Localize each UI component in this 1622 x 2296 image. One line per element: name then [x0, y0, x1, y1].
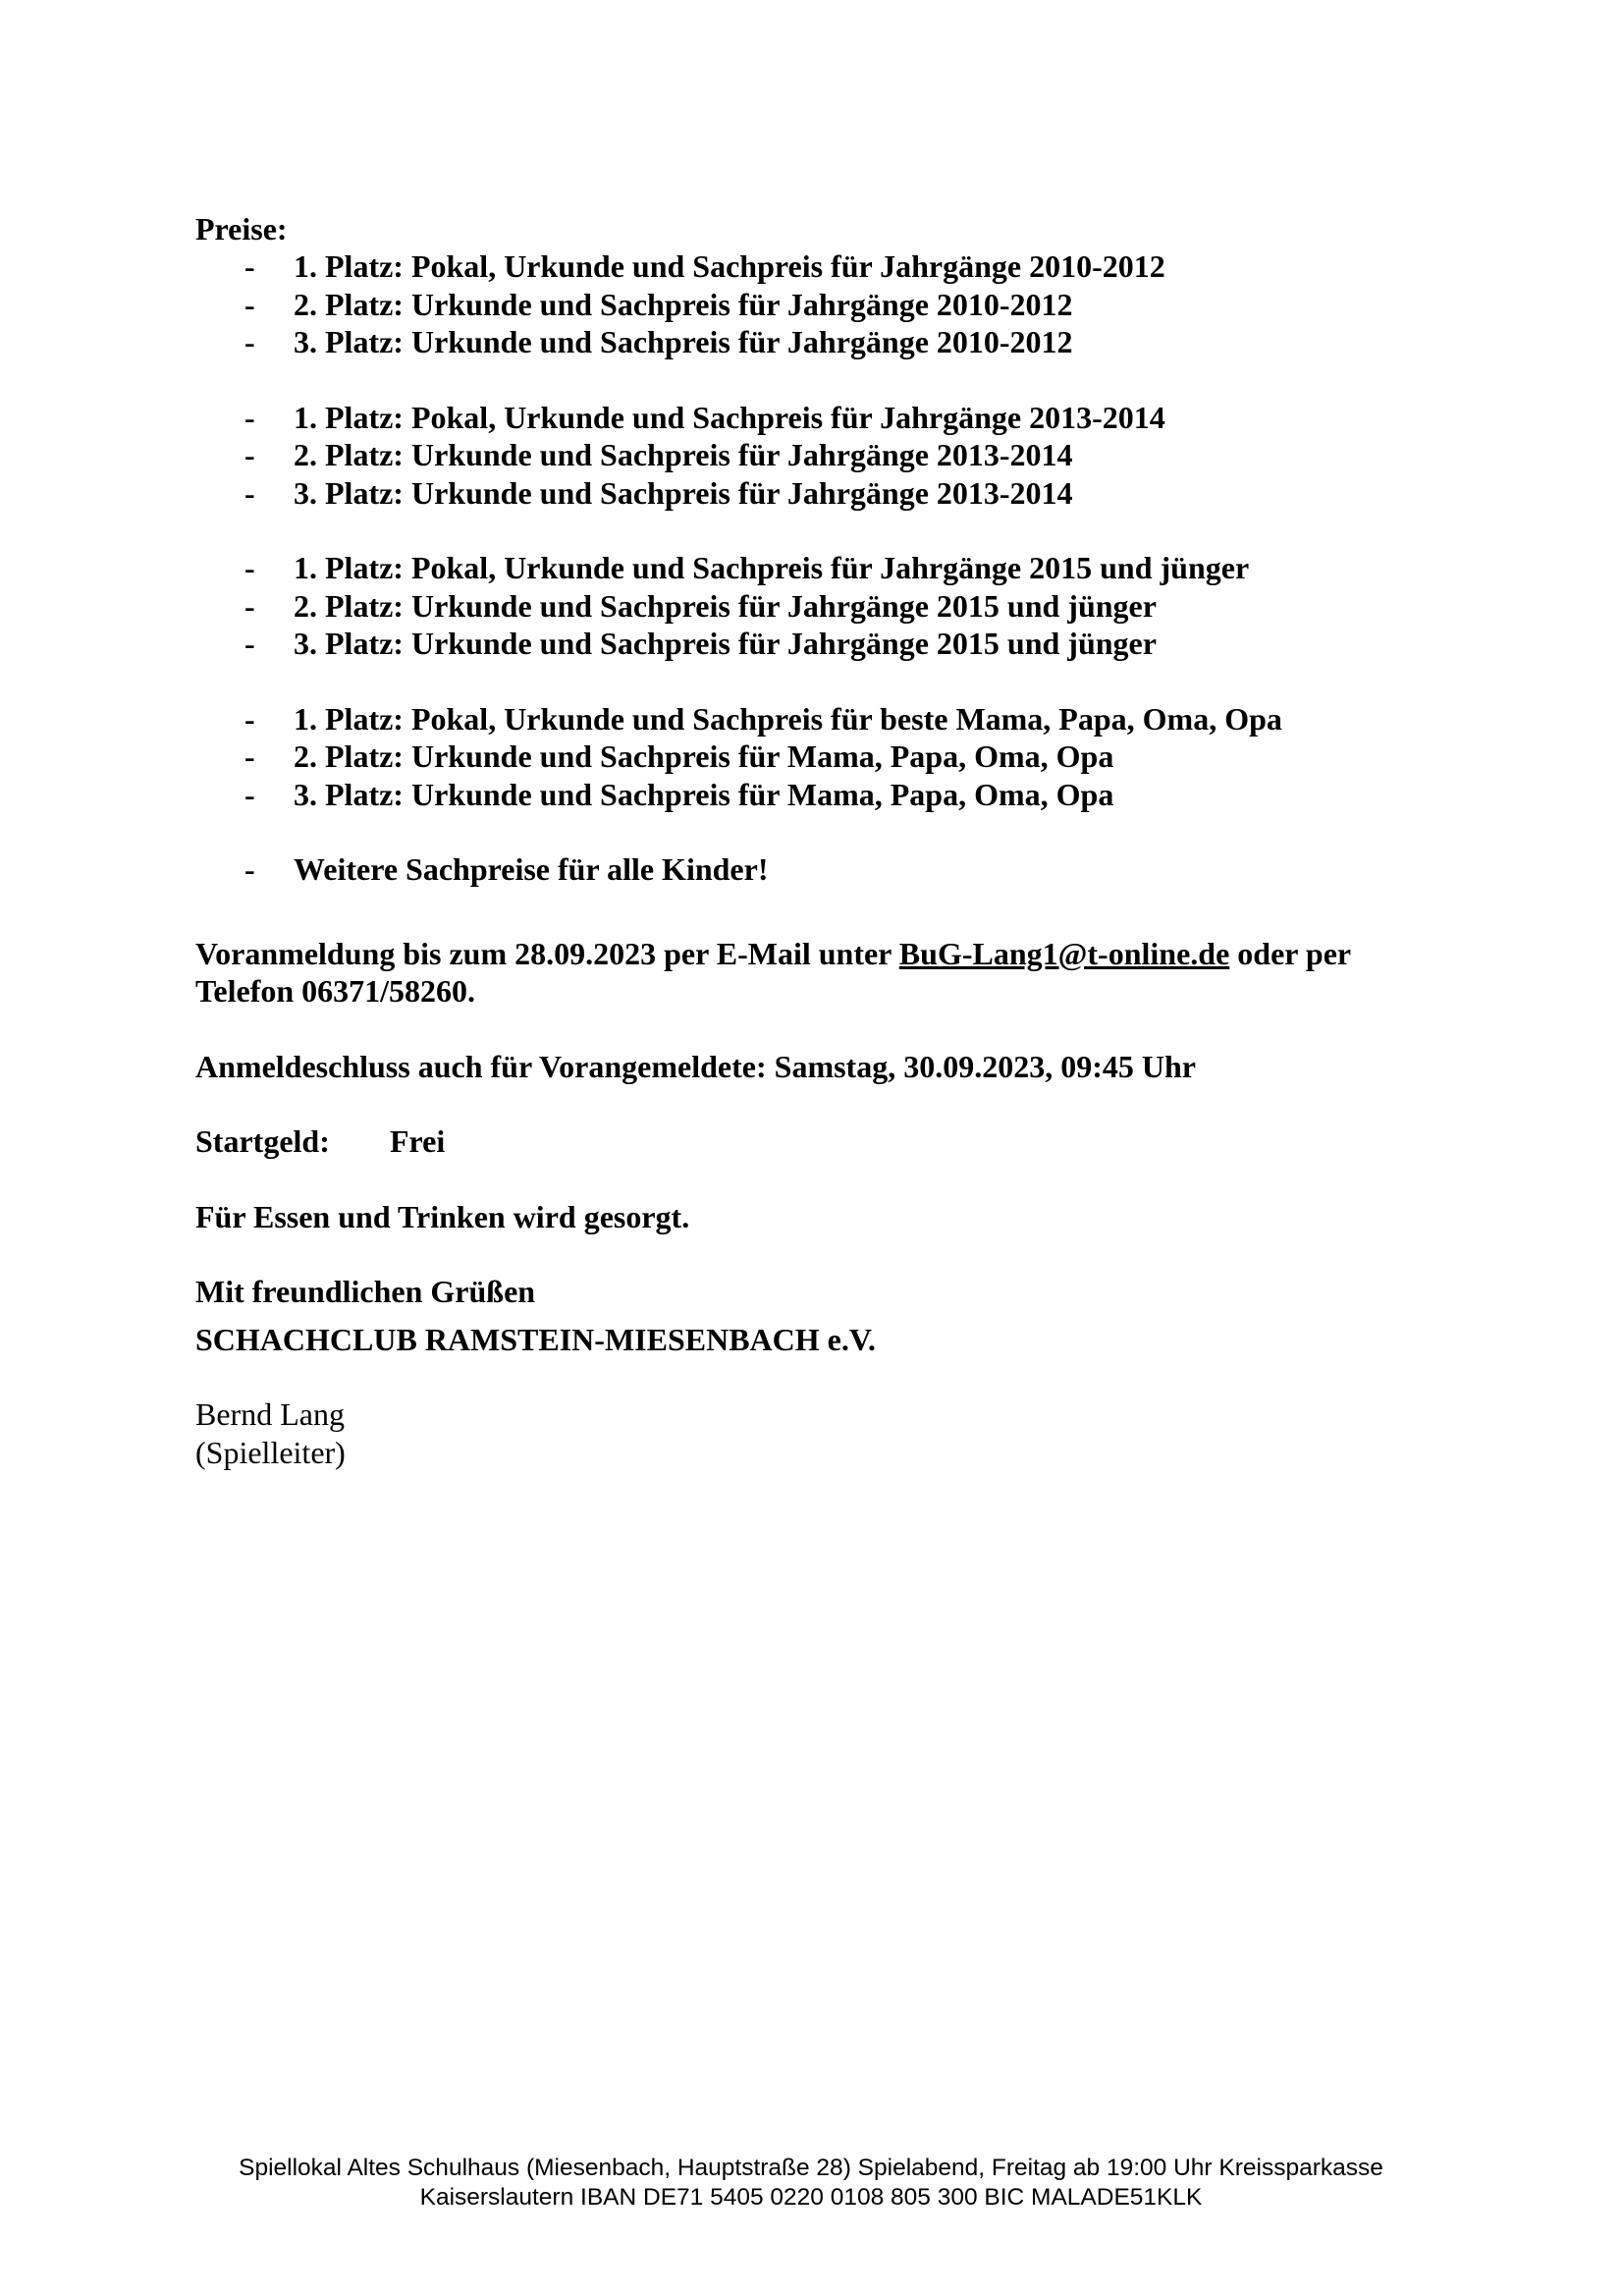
footer-line-1: Spiellokal Altes Schulhaus (Miesenbach, Hauptstraße 28) Spielabend, Freitag ab 19:00 Uhr Kreissparkasse: [239, 2155, 1383, 2181]
prize-item: [195, 850, 1472, 889]
prize-text: 2. Platz: Urkunde und Sachpreis für Mama, Papa, Oma, Opa: [294, 738, 1114, 774]
prize-item: [195, 286, 1472, 324]
footer-line-2: Kaiserslautern IBAN DE71 5405 0220 0108 805 300 BIC MALADE51KLK: [419, 2184, 1203, 2211]
prize-item: [195, 625, 1472, 663]
prize-text: 1. Platz: Pokal, Urkunde und Sachpreis für Jahrgänge 2010-2012: [294, 248, 1165, 284]
list-bullet-dash: -: [244, 286, 255, 322]
prize-item: [195, 323, 1472, 361]
signature-role: (Spielleiter): [195, 1434, 346, 1470]
prize-text: 3. Platz: Urkunde und Sachpreis für Jahrgänge 2013-2014: [294, 474, 1073, 511]
prize-group: [195, 247, 1472, 361]
list-bullet-dash: -: [244, 700, 255, 737]
list-bullet-dash: -: [244, 550, 255, 585]
list-bullet-dash: -: [244, 626, 255, 661]
signature-name: Bernd Lang: [195, 1396, 345, 1432]
prize-text: 2. Platz: Urkunde und Sachpreis für Jahrgänge 2010-2012: [294, 286, 1073, 322]
list-bullet-dash: -: [244, 437, 255, 472]
closing-greeting: Mit freundlichen Grüßen: [195, 1274, 536, 1309]
prize-item: [195, 776, 1472, 814]
prize-item: [195, 700, 1472, 738]
prize-groups: [195, 247, 1472, 889]
registration-deadline: Anmeldeschluss auch für Vorangemeldete: Samstag, 30.09.2023, 09:45 Uhr: [195, 1048, 1196, 1084]
document-body: [195, 210, 1472, 1471]
prize-group: [195, 700, 1472, 814]
prizes-heading: Preise:: [195, 211, 288, 246]
registration-text-after: oder per: [1229, 935, 1352, 971]
prize-text: 1. Platz: Pokal, Urkunde und Sachpreis für Jahrgänge 2013-2014: [294, 399, 1165, 435]
list-bullet-dash: -: [244, 324, 255, 359]
prize-item: [195, 247, 1472, 286]
entry-fee: [195, 1122, 1472, 1161]
prize-text: 3. Platz: Urkunde und Sachpreis für Mama, Papa, Oma, Opa: [294, 776, 1114, 812]
prize-item: [195, 474, 1472, 513]
footer: [0, 2154, 1622, 2213]
list-bullet-dash: -: [244, 399, 255, 435]
registration-text: Voranmeldung bis zum 28.09.2023 per E-Mail unter: [195, 935, 899, 971]
prize-group: [195, 850, 1472, 889]
prize-group: [195, 399, 1472, 513]
email-link[interactable]: BuG-Lang1@t-online.de: [898, 935, 1230, 971]
prize-text: 1. Platz: Pokal, Urkunde und Sachpreis für Jahrgänge 2015 und jünger: [294, 550, 1250, 585]
list-bullet-dash: -: [244, 851, 255, 887]
prize-item: [195, 587, 1472, 626]
list-bullet-dash: -: [244, 738, 255, 774]
prize-group: [195, 549, 1472, 663]
prize-text: 2. Platz: Urkunde und Sachpreis für Jahrgänge 2013-2014: [294, 437, 1073, 472]
registration-info: [195, 935, 1472, 1011]
prize-text: Weitere Sachpreise für alle Kinder!: [294, 851, 769, 887]
entry-fee-label: Startgeld:: [195, 1123, 330, 1159]
prize-text: 1. Platz: Pokal, Urkunde und Sachpreis für beste Mama, Papa, Oma, Opa: [294, 700, 1282, 737]
prize-item: [195, 399, 1472, 437]
list-bullet-dash: -: [244, 474, 255, 511]
list-bullet-dash: -: [244, 776, 255, 812]
registration-phone: Telefon 06371/58260.: [195, 973, 476, 1009]
club-name: SCHACHCLUB RAMSTEIN-MIESENBACH e.V.: [195, 1321, 876, 1357]
prize-text: 2. Platz: Urkunde und Sachpreis für Jahrgänge 2015 und jünger: [294, 587, 1157, 624]
list-bullet-dash: -: [244, 248, 255, 284]
list-bullet-dash: -: [244, 587, 255, 624]
entry-fee-value: Frei: [390, 1123, 446, 1159]
prize-item: [195, 738, 1472, 776]
catering-note: Für Essen und Trinken wird gesorgt.: [195, 1198, 690, 1234]
prize-text: 3. Platz: Urkunde und Sachpreis für Jahrgänge 2010-2012: [294, 324, 1073, 359]
prize-text: 3. Platz: Urkunde und Sachpreis für Jahrgänge 2015 und jünger: [294, 626, 1157, 661]
prize-item: [195, 549, 1472, 587]
prize-item: [195, 436, 1472, 474]
